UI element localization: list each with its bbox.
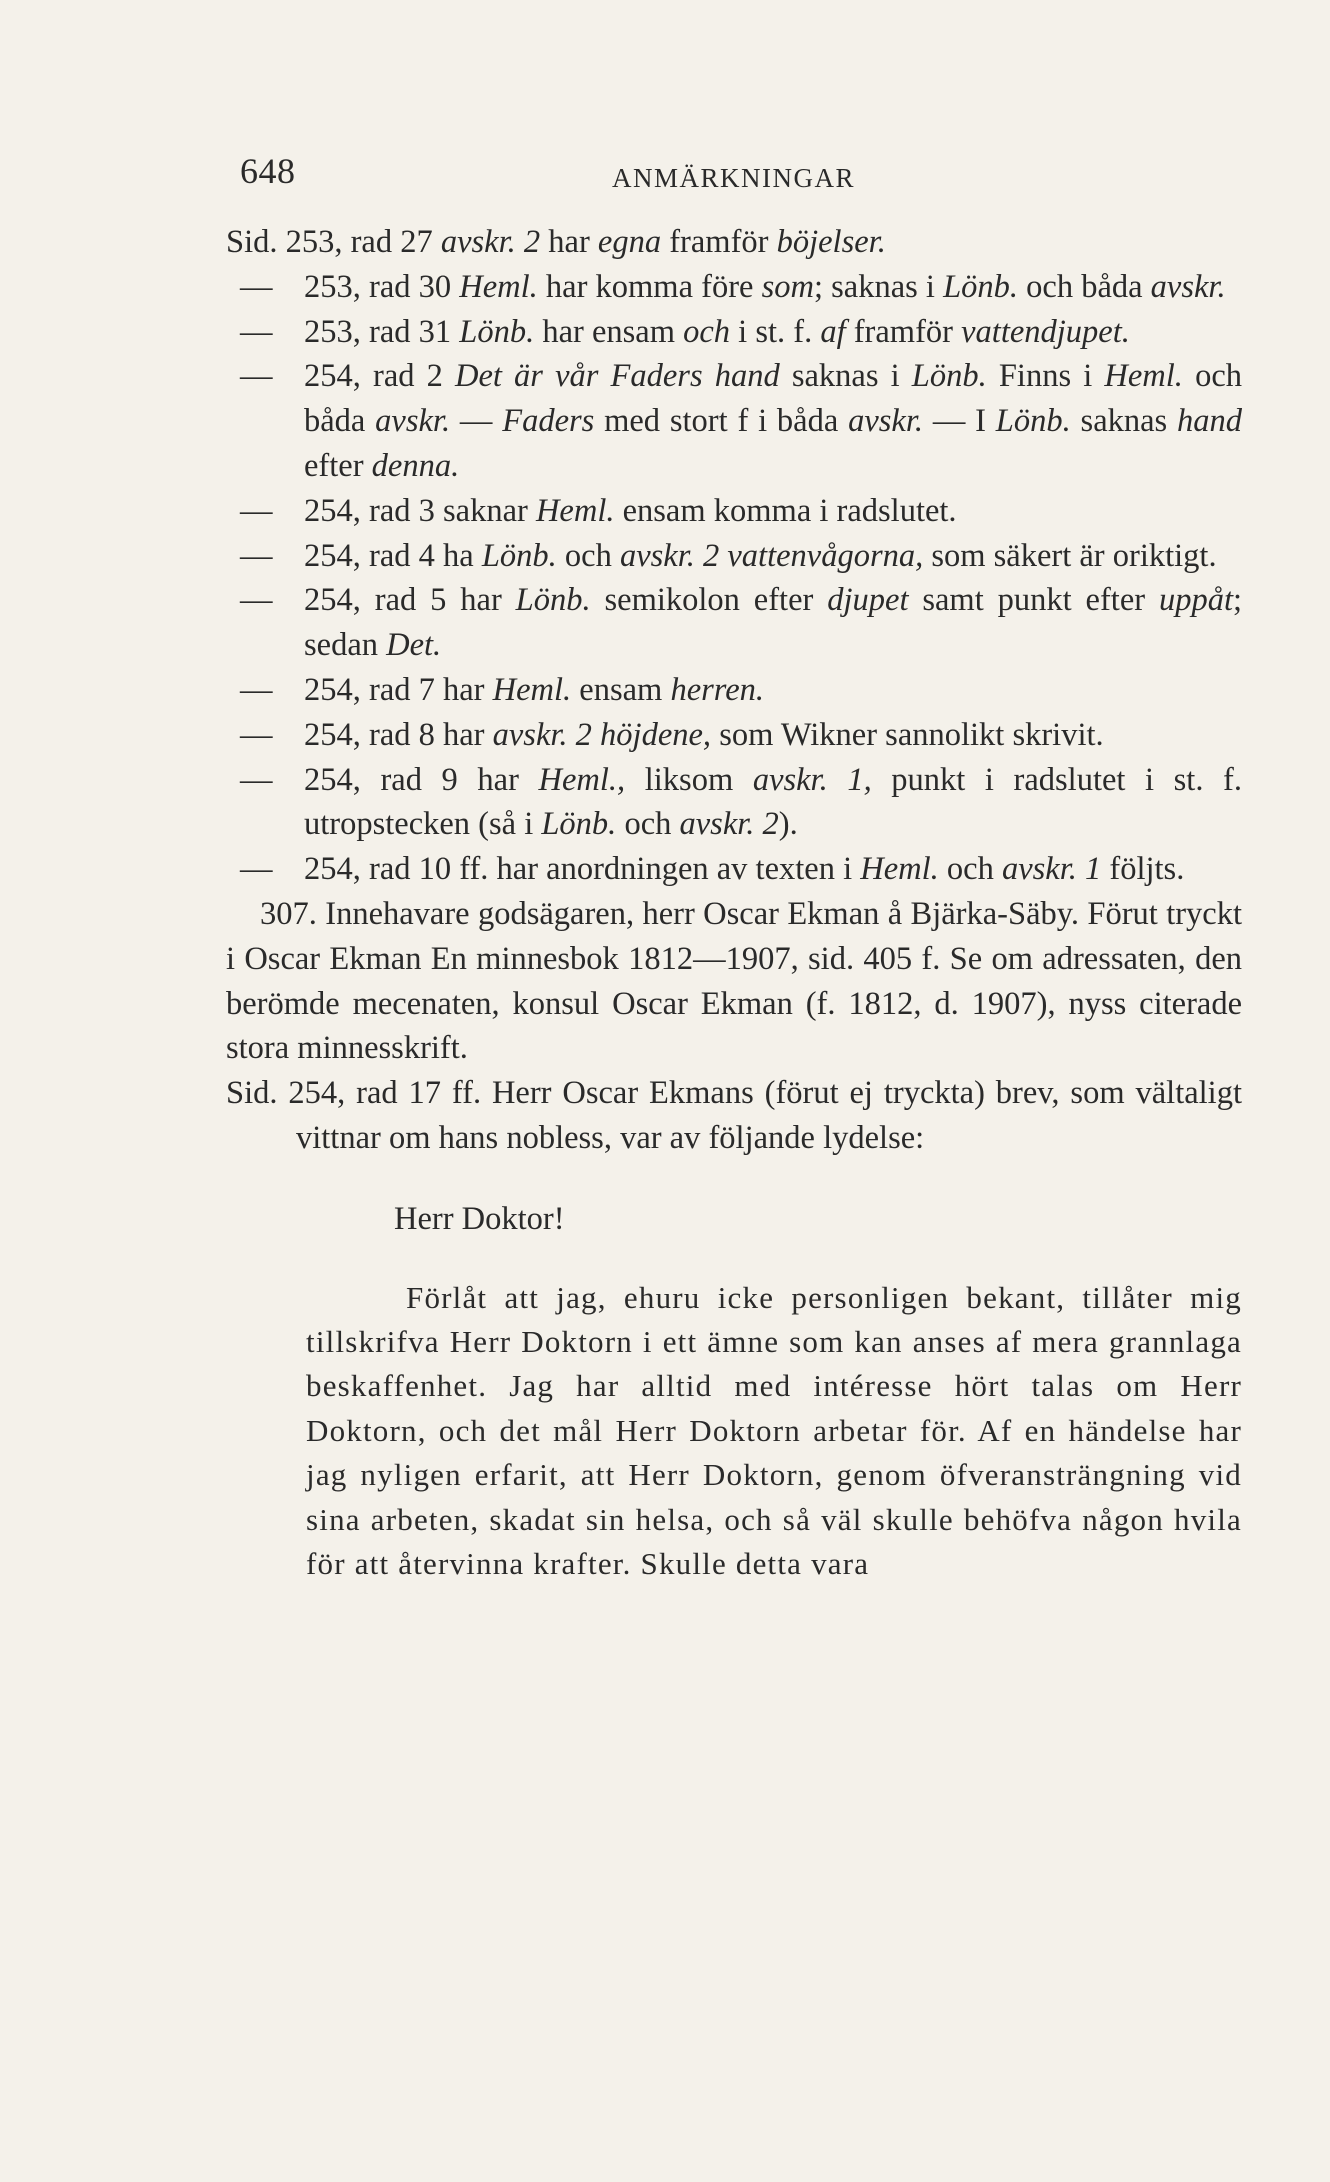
page-number: 648: [240, 151, 296, 191]
note-307: 307. Innehavare godsägaren, herr Oscar Ekman å Bjärka-Säby. Förut tryckt i Oscar Ekman En minnesbok 1812—1907, sid. 405 f. Se om adressaten, den berömde mecenaten, konsul Oscar Ekman (f. 1812, d. 1907), nyss citerade stora minnesskrift.: [226, 895, 1242, 1067]
note-entry: — 254, rad 8 har avskr. 2 höjdene, som Wikner sannolikt skrivit.: [226, 713, 1242, 758]
letter-salutation: Herr Doktor!: [394, 1200, 565, 1237]
note-entry: — 254, rad 7 har Heml. ensam herren.: [226, 668, 1242, 713]
running-head: ANMÄRKNINGAR: [612, 163, 856, 193]
note-entry: — 253, rad 31 Lönb. har ensam och i st. f. af framför vattendjupet.: [226, 310, 1242, 355]
quoted-letter: [226, 1197, 1242, 1587]
note-sid-254: Sid. 254, rad 17 ff. Herr Oscar Ekmans (förut ej tryckta) brev, som vältaligt vittnar om hans nobless, var av följande lydelse:: [226, 1075, 1242, 1156]
note-entry: — 254, rad 10 ff. har anordningen av texten i Heml. och avskr. 1 följts.: [226, 847, 1242, 892]
note-entry: — 254, rad 5 har Lönb. semikolon efter djupet samt punkt efter uppåt; sedan Det.: [226, 578, 1242, 668]
note-entry: — 254, rad 9 har Heml., liksom avskr. 1, punkt i radslutet i st. f. utropstecken (så i Lönb. och avskr. 2).: [226, 758, 1242, 848]
note-entry: — 254, rad 3 saknar Heml. ensam komma i radslutet.: [226, 489, 1242, 534]
letter-text: Förlåt att jag, ehuru icke personligen bekant, tillåter mig tillskrifva Herr Doktorn i ett ämne som kan anses af mera grannlaga beskaffenhet. Jag har alltid med intéresse hört talas om Herr Doktorn, och det mål Herr Doktorn arbetar för. Af en händelse har jag nyligen erfarit, att Herr Doktorn, genom öfveransträngning vid sina arbeten, skadat sin helsa, och så väl skulle behöfva någon hvila för att återvinna krafter. Skulle detta vara: [306, 1279, 1242, 1581]
note-entry: — 254, rad 4 ha Lönb. och avskr. 2 vattenvågorna, som säkert är oriktigt.: [226, 534, 1242, 579]
note-entry: — 254, rad 2 Det är vår Faders hand saknas i Lönb. Finns i Heml. och båda avskr. — Faders med stort f i båda avskr. — I Lönb. saknas hand efter denna.: [226, 354, 1242, 488]
note-entry: Sid. 253, rad 27 avskr. 2 har egna framför böjelser.: [226, 224, 886, 260]
notes-body: [226, 220, 1242, 1586]
note-entry: — 253, rad 30 Heml. har komma före som; saknas i Lönb. och båda avskr.: [226, 265, 1242, 310]
